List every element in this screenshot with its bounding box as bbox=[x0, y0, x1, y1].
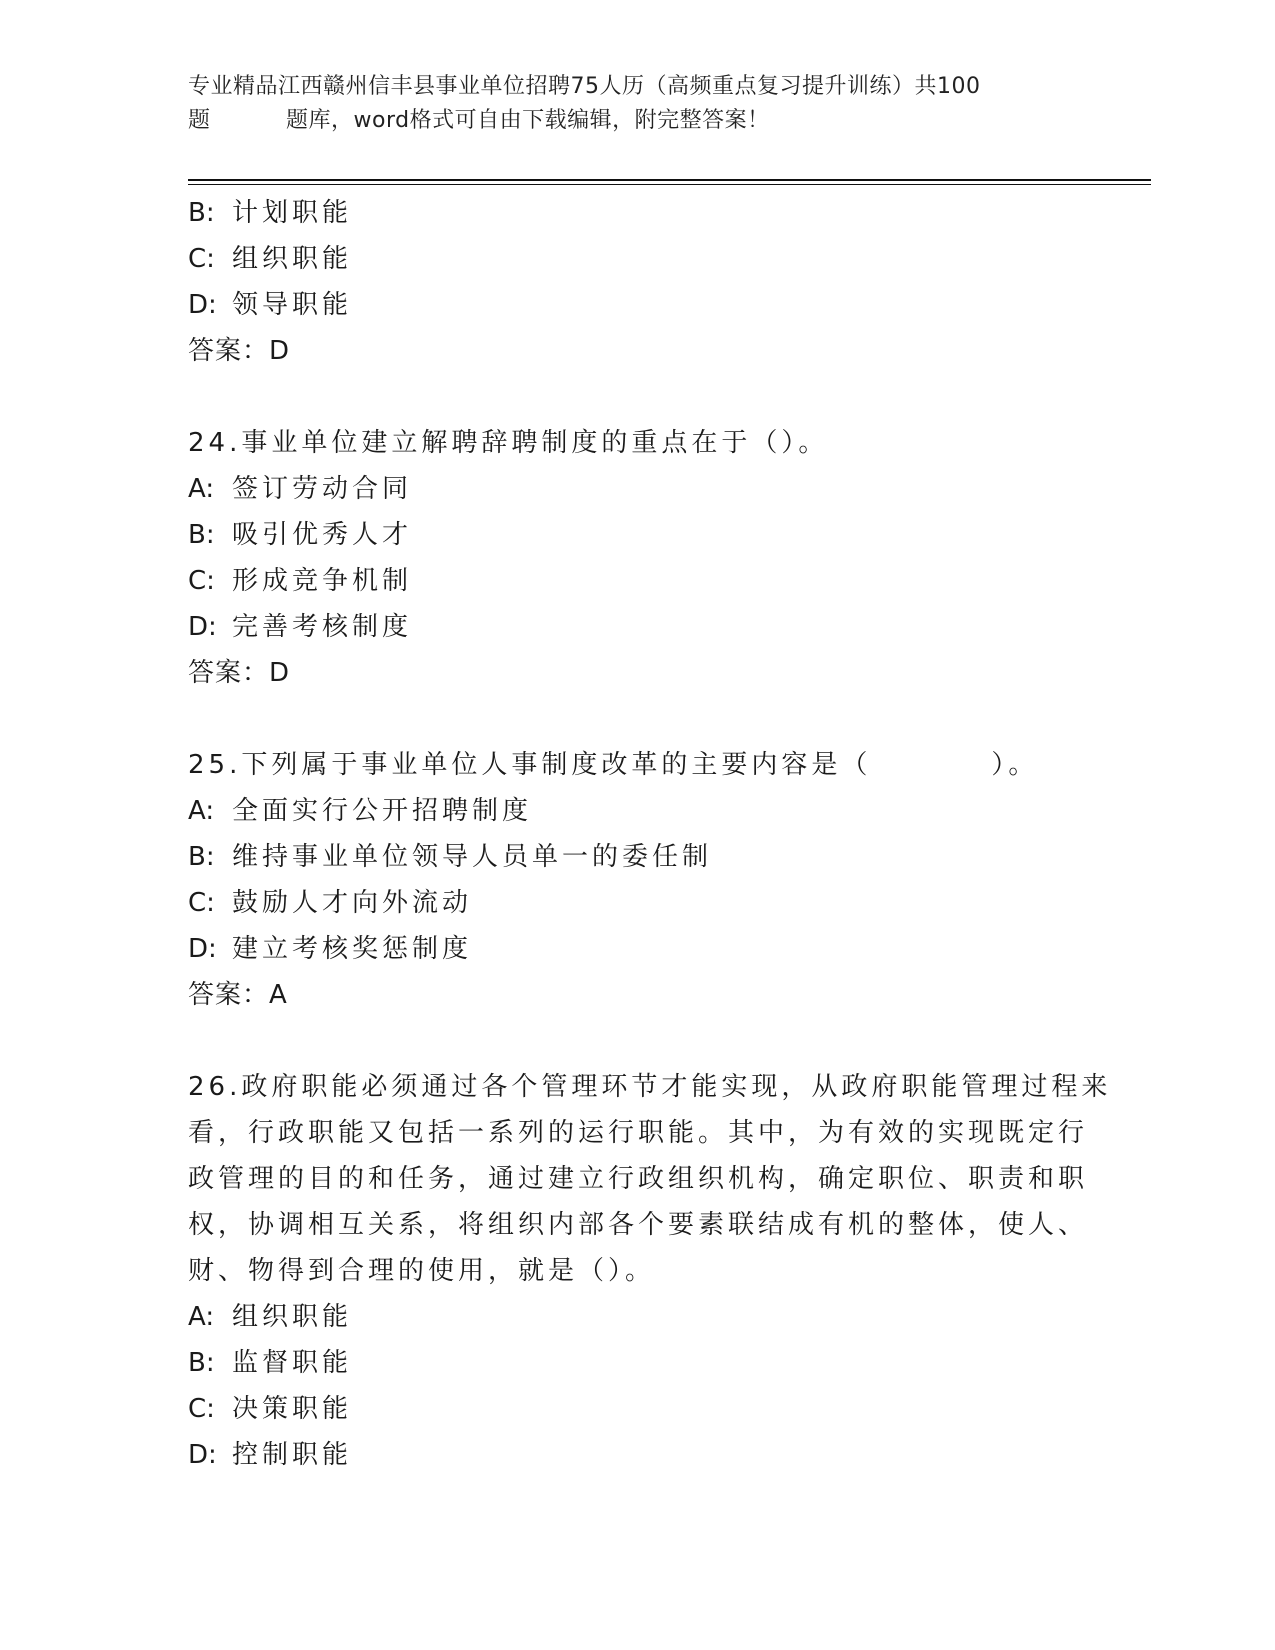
page-header bbox=[188, 70, 1088, 138]
option-c bbox=[188, 558, 1088, 604]
question-25 bbox=[188, 742, 1088, 1018]
option-text: 组织职能 bbox=[232, 1302, 353, 1332]
header-title-line2 bbox=[188, 104, 1088, 138]
option-text: 形成竞争机制 bbox=[232, 566, 413, 596]
option-key: C: bbox=[188, 1394, 215, 1424]
question-stem-part-a: 25.下列属于事业单位人事制度改革的主要内容是（ bbox=[188, 750, 872, 780]
option-text: 计划职能 bbox=[232, 198, 353, 228]
option-c bbox=[188, 236, 1088, 282]
question-23 bbox=[188, 190, 1088, 374]
option-key: A: bbox=[188, 1302, 215, 1332]
option-c bbox=[188, 1386, 1088, 1432]
option-text: 决策职能 bbox=[232, 1394, 353, 1424]
option-c bbox=[188, 880, 1088, 926]
question-content bbox=[188, 190, 1112, 1478]
option-a bbox=[188, 1294, 1088, 1340]
question-stem-line: 财、物得到合理的使用，就是（）。 bbox=[188, 1256, 656, 1286]
option-text: 吸引优秀人才 bbox=[232, 520, 413, 550]
answer-line: 答案：D bbox=[188, 336, 291, 366]
option-text: 维持事业单位领导人员单一的委任制 bbox=[232, 842, 713, 872]
option-key: D: bbox=[188, 290, 217, 320]
question-26 bbox=[188, 1064, 1112, 1478]
option-key: A: bbox=[188, 796, 215, 826]
option-b bbox=[188, 190, 1088, 236]
option-text: 组织职能 bbox=[232, 244, 353, 274]
answer-line: 答案：A bbox=[188, 980, 288, 1010]
header-title-line1: 专业精品江西赣州信丰县事业单位招聘75人历（高频重点复习提升训练）共100 bbox=[188, 74, 981, 99]
spacer bbox=[188, 374, 1088, 420]
option-d bbox=[188, 604, 1088, 650]
option-key: C: bbox=[188, 566, 215, 596]
option-a bbox=[188, 466, 1088, 512]
header-rule-thin bbox=[188, 184, 1151, 185]
option-text: 完善考核制度 bbox=[232, 612, 413, 642]
option-text: 建立考核奖惩制度 bbox=[232, 934, 473, 964]
question-stem-line: 26.政府职能必须通过各个管理环节才能实现，从政府职能管理过程来 bbox=[188, 1072, 1112, 1102]
option-a bbox=[188, 788, 1088, 834]
option-text: 控制职能 bbox=[232, 1440, 353, 1470]
option-key: A: bbox=[188, 474, 215, 504]
header-rule-thick bbox=[188, 179, 1151, 181]
header-title-line2-lead: 题 bbox=[188, 108, 211, 133]
option-text: 签订劳动合同 bbox=[232, 474, 413, 504]
question-stem: 24.事业单位建立解聘辞聘制度的重点在于（）。 bbox=[188, 428, 829, 458]
option-text: 鼓励人才向外流动 bbox=[232, 888, 473, 918]
spacer bbox=[188, 1018, 1088, 1064]
option-text: 全面实行公开招聘制度 bbox=[232, 796, 533, 826]
question-stem-line: 权，协调相互关系，将组织内部各个要素联结成有机的整体，使人、 bbox=[188, 1210, 1089, 1240]
option-d bbox=[188, 926, 1088, 972]
option-key: C: bbox=[188, 888, 215, 918]
option-d bbox=[188, 282, 1088, 328]
option-key: D: bbox=[188, 612, 217, 642]
question-stem-line: 看，行政职能又包括一系列的运行职能。其中，为有效的实现既定行 bbox=[188, 1118, 1089, 1148]
option-key: B: bbox=[188, 842, 215, 872]
question-stem bbox=[188, 742, 1088, 788]
option-key: B: bbox=[188, 520, 215, 550]
question-stem-part-b: ）。 bbox=[991, 750, 1039, 780]
question-24 bbox=[188, 420, 1088, 696]
question-stem-line: 政管理的目的和任务，通过建立行政组织机构，确定职位、职责和职 bbox=[188, 1164, 1089, 1194]
option-b bbox=[188, 512, 1088, 558]
option-key: D: bbox=[188, 1440, 217, 1470]
option-key: B: bbox=[188, 198, 215, 228]
option-d bbox=[188, 1432, 1088, 1478]
option-b bbox=[188, 1340, 1088, 1386]
option-key: D: bbox=[188, 934, 217, 964]
option-b bbox=[188, 834, 1088, 880]
spacer bbox=[188, 696, 1088, 742]
option-text: 监督职能 bbox=[232, 1348, 353, 1378]
answer-line: 答案：D bbox=[188, 658, 291, 688]
option-key: C: bbox=[188, 244, 215, 274]
option-key: B: bbox=[188, 1348, 215, 1378]
header-title-line2-rest: 题库，word格式可自由下载编辑，附完整答案！ bbox=[286, 108, 770, 133]
option-text: 领导职能 bbox=[232, 290, 353, 320]
